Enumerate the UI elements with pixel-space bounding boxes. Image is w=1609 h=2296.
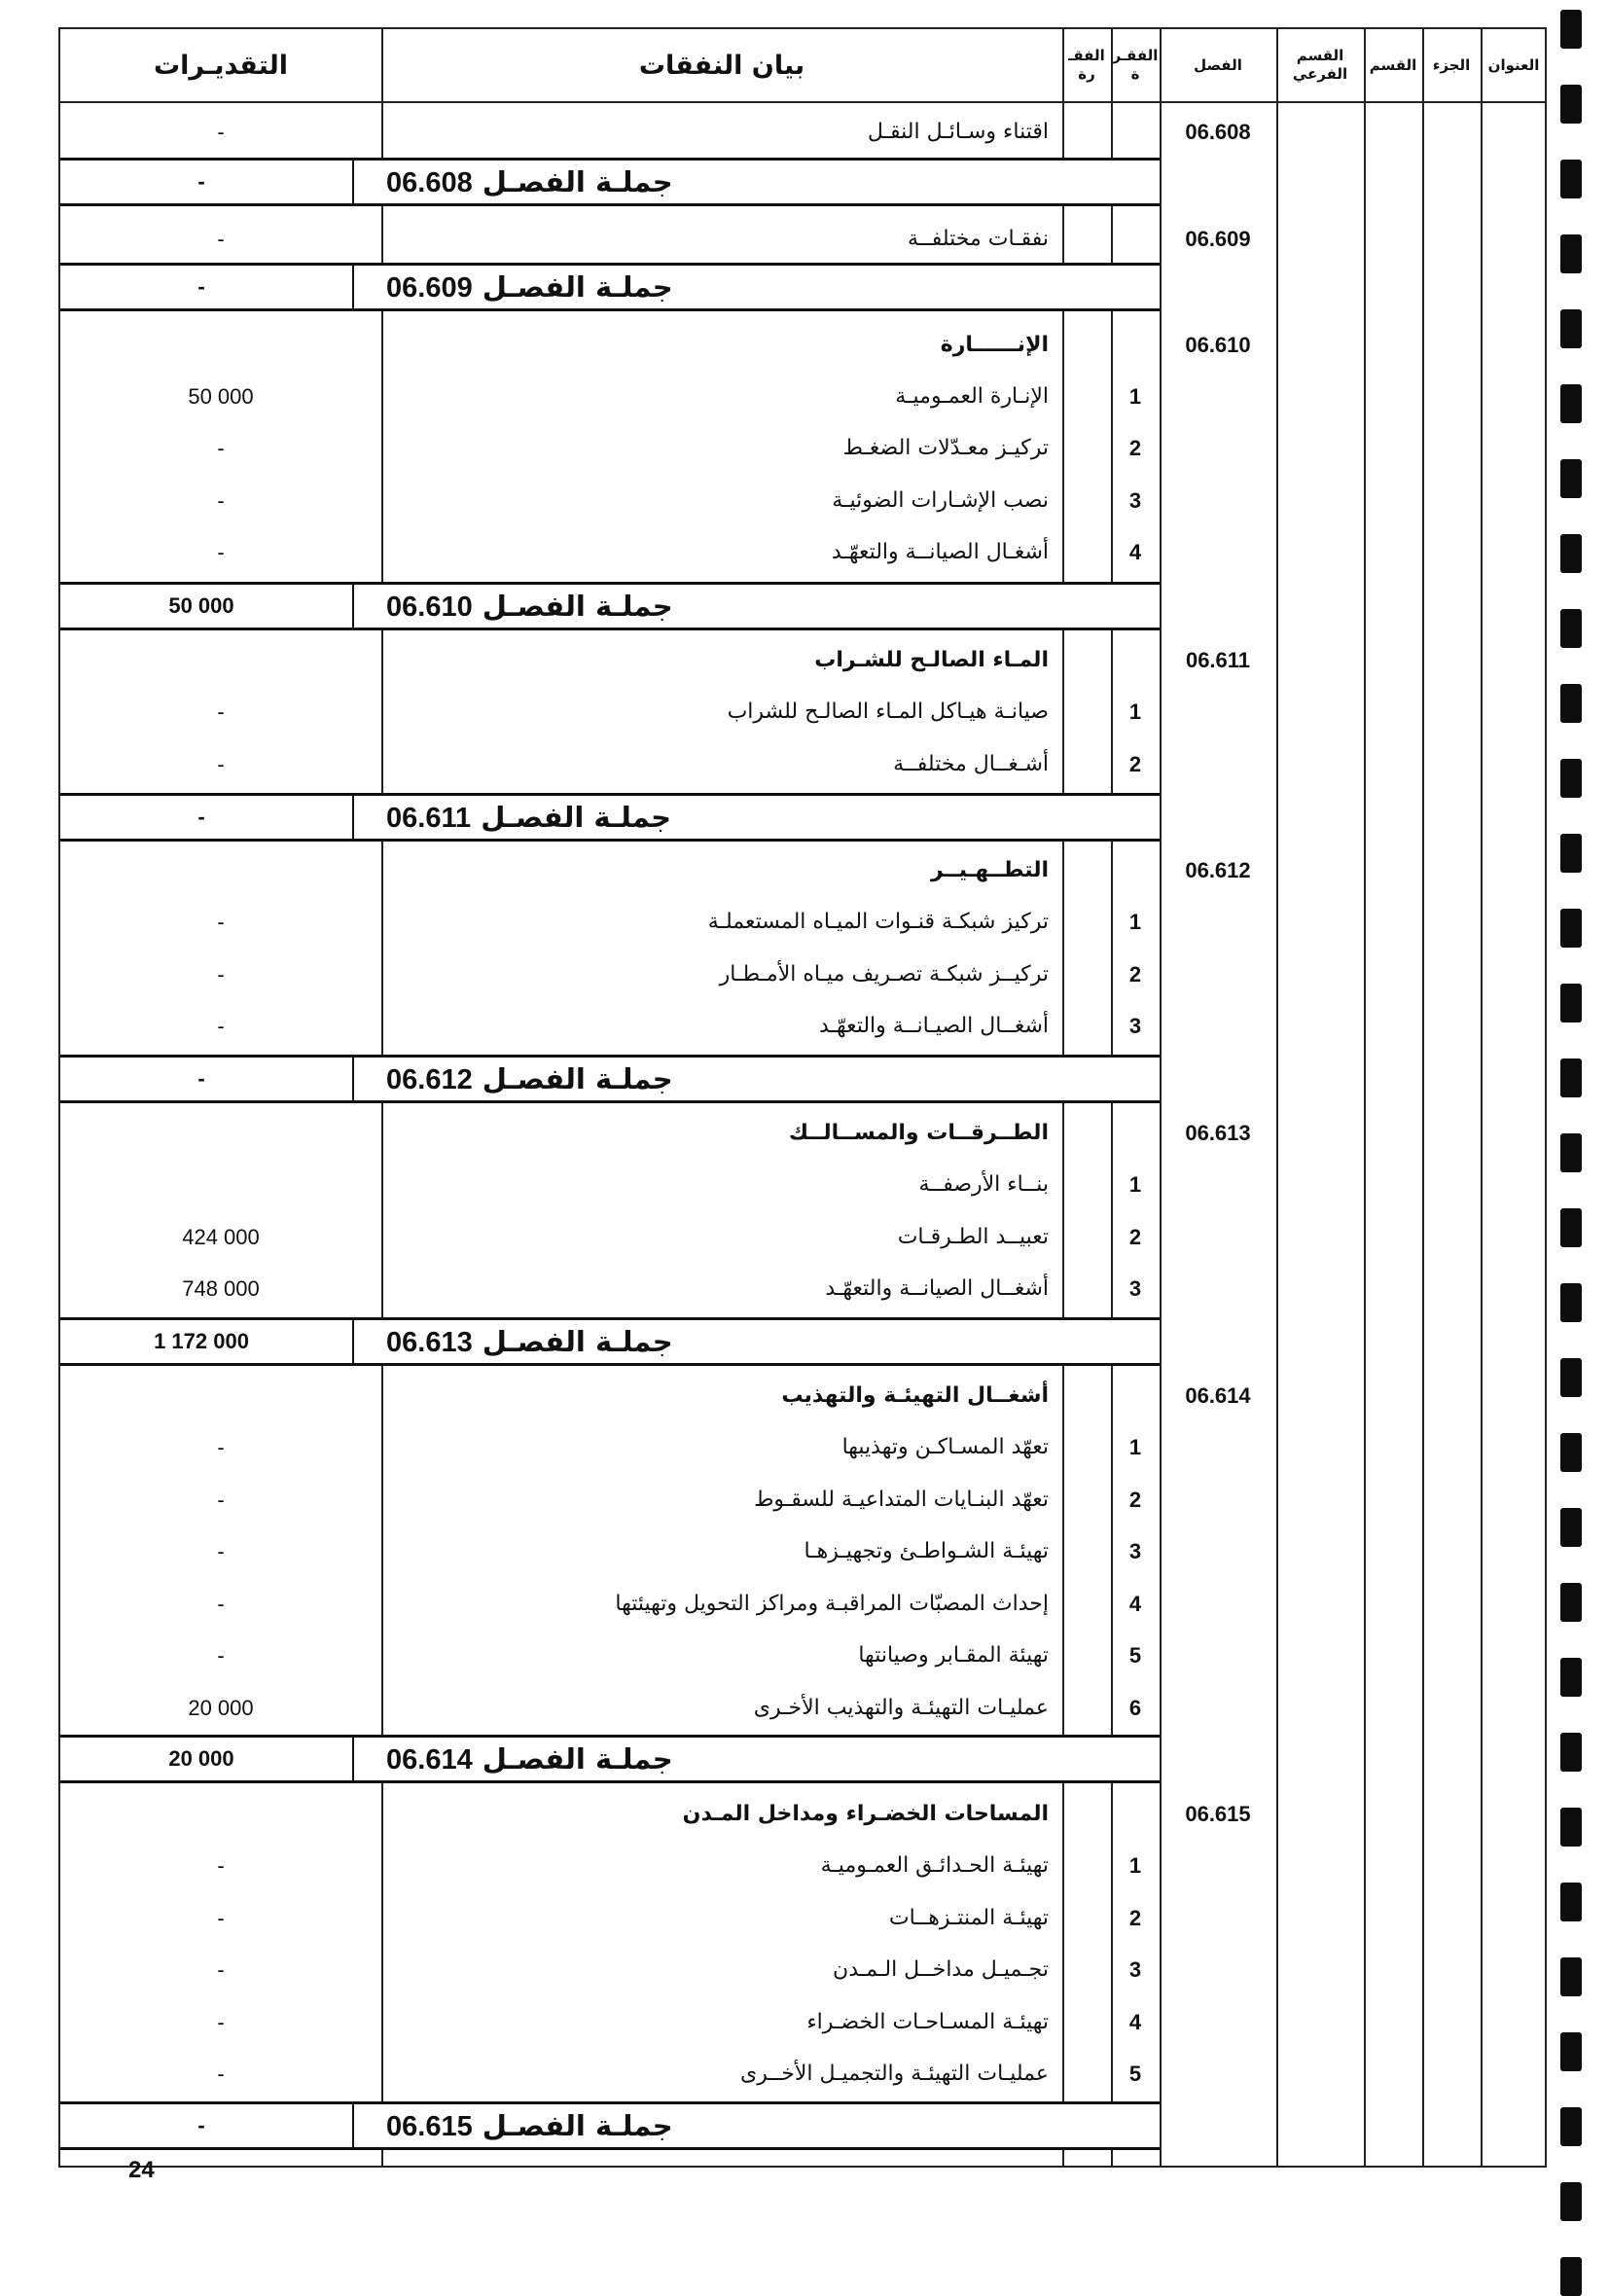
total-chapter-code: 06.609 bbox=[386, 272, 473, 304]
estimate-amount: - bbox=[217, 910, 225, 934]
paragraph-number: 4 bbox=[1128, 540, 1142, 564]
binding-hole bbox=[1560, 1508, 1582, 1547]
total-chapter-code: 06.608 bbox=[386, 167, 473, 198]
chapter-total-row bbox=[60, 158, 1160, 206]
total-chapter-code: 06.611 bbox=[386, 803, 472, 834]
page-number: 24 bbox=[128, 2157, 155, 2183]
expense-label: أشغــال الصيانــة والتعهّـد bbox=[825, 1276, 1049, 1301]
expense-label: الطــرقــات والمســالــك bbox=[788, 1121, 1049, 1145]
estimate-amount: - bbox=[217, 1014, 225, 1038]
total-amount: - bbox=[197, 274, 205, 299]
total-divider bbox=[352, 585, 354, 628]
binding-hole bbox=[1560, 1433, 1582, 1472]
header-expense-statement: بيان النفقات bbox=[638, 50, 805, 81]
paragraph-number: 5 bbox=[1128, 2062, 1142, 2086]
paragraph-number: 4 bbox=[1128, 2010, 1142, 2034]
total-divider bbox=[352, 2104, 354, 2147]
chapter-total-row bbox=[60, 263, 1160, 311]
chapter-code: 06.611 bbox=[1185, 648, 1251, 672]
col-divider bbox=[1160, 29, 1162, 2166]
binding-hole bbox=[1560, 1583, 1582, 1622]
total-divider bbox=[352, 161, 354, 203]
paragraph-number: 3 bbox=[1128, 1539, 1142, 1563]
estimate-amount: 20 000 bbox=[188, 1696, 254, 1720]
binding-hole bbox=[1560, 1358, 1582, 1397]
estimate-amount: - bbox=[217, 2010, 225, 2034]
expense-label: تهيئـة المنتـزهــات bbox=[888, 1906, 1049, 1930]
expense-label: تهيئـة الشـواطـئ وتجهيـزهـا bbox=[804, 1539, 1049, 1563]
expense-label: تهيئـة الحـدائـق العمـوميـة bbox=[820, 1853, 1049, 1878]
total-text: جملـة الفصـل bbox=[472, 1742, 673, 1776]
paragraph-number: 1 bbox=[1128, 1172, 1142, 1197]
total-amount: - bbox=[197, 169, 205, 194]
total-chapter-code: 06.615 bbox=[386, 2111, 473, 2142]
col-divider bbox=[1422, 29, 1424, 2166]
total-text: جملـة الفصـل bbox=[472, 1325, 673, 1358]
binding-hole bbox=[1560, 984, 1582, 1022]
paragraph-number: 2 bbox=[1128, 752, 1142, 776]
chapter-total-row bbox=[60, 1735, 1160, 1783]
paragraph-number: 6 bbox=[1128, 1696, 1142, 1720]
total-text: جملـة الفصـل bbox=[472, 1062, 673, 1095]
estimate-amount: 748 000 bbox=[182, 1276, 260, 1301]
total-text: جملـة الفصـل bbox=[472, 270, 673, 304]
binding-hole bbox=[1560, 2107, 1582, 2146]
expense-label: صيانـة هيـاكل المـاء الصالـح للشراب bbox=[727, 700, 1049, 724]
total-amount: 1 172 000 bbox=[154, 1329, 249, 1353]
total-chapter-code: 06.610 bbox=[386, 592, 473, 623]
paragraph-number: 2 bbox=[1128, 1225, 1142, 1249]
estimate-amount: 50 000 bbox=[188, 384, 254, 409]
total-text: جملـة الفصـل bbox=[472, 165, 673, 198]
expense-label: تركيــز شبكـة تصـريف ميـاه الأمـطـار bbox=[719, 962, 1049, 987]
header-chapter: الفصل bbox=[1194, 55, 1242, 74]
binding-hole bbox=[1560, 160, 1582, 198]
header-part: الجزء bbox=[1432, 55, 1471, 74]
paragraph-number: 2 bbox=[1128, 1488, 1142, 1512]
total-divider bbox=[352, 1738, 354, 1780]
binding-hole bbox=[1560, 1808, 1582, 1847]
total-chapter-code: 06.613 bbox=[386, 1327, 473, 1358]
expense-label: عمليـات التهيئـة والتجميـل الأخــرى bbox=[740, 2062, 1049, 2086]
paragraph-number: 3 bbox=[1128, 1276, 1142, 1301]
chapter-total-row bbox=[60, 582, 1160, 630]
binding-hole bbox=[1560, 2182, 1582, 2221]
chapter-code: 06.610 bbox=[1185, 333, 1251, 357]
header-estimates: التقديـرات bbox=[154, 50, 288, 81]
expense-label: التطــهـيــر bbox=[931, 858, 1049, 882]
paragraph-number: 2 bbox=[1128, 1906, 1142, 1930]
paragraph-number: 1 bbox=[1128, 1435, 1142, 1459]
expense-label: نفقـات مختلفــة bbox=[908, 227, 1049, 251]
binding-hole bbox=[1560, 2257, 1582, 2296]
chapter-code: 06.615 bbox=[1185, 1802, 1251, 1826]
header-divider bbox=[60, 101, 1545, 103]
binding-hole bbox=[1560, 384, 1582, 423]
expense-label: نصب الإشـارات الضوئيـة bbox=[832, 488, 1049, 513]
estimate-amount: - bbox=[217, 1853, 225, 1878]
estimate-amount: 424 000 bbox=[182, 1225, 260, 1249]
expense-label: أشـغــال مختلفــة bbox=[893, 752, 1049, 776]
total-amount: - bbox=[197, 1066, 205, 1091]
expense-label: اقتناء وسـائـل النقـل bbox=[867, 120, 1049, 144]
estimate-amount: - bbox=[217, 1488, 225, 1512]
header-section: القسم bbox=[1369, 55, 1417, 74]
total-chapter-code: 06.614 bbox=[386, 1744, 473, 1776]
total-divider bbox=[352, 266, 354, 308]
total-divider bbox=[352, 1058, 354, 1100]
binding-hole bbox=[1560, 1283, 1582, 1322]
total-amount: 50 000 bbox=[168, 593, 234, 618]
total-label bbox=[386, 796, 671, 839]
total-label bbox=[386, 1738, 673, 1780]
total-label bbox=[386, 585, 673, 628]
estimate-amount: - bbox=[217, 1435, 225, 1459]
estimate-amount: - bbox=[217, 962, 225, 987]
total-text: جملـة الفصـل bbox=[472, 590, 673, 623]
total-label bbox=[386, 2104, 673, 2147]
expense-label: أشغــال التهيئـة والتهذيب bbox=[781, 1383, 1049, 1408]
expense-label: المـاء الصالـح للشـراب bbox=[814, 648, 1049, 672]
estimate-amount: - bbox=[217, 436, 225, 460]
total-label bbox=[386, 266, 673, 308]
chapter-code: 06.609 bbox=[1185, 227, 1251, 251]
expense-label: تعبيــد الطـرقـات bbox=[897, 1225, 1049, 1249]
binding-hole bbox=[1560, 909, 1582, 948]
col-divider bbox=[1276, 29, 1278, 2166]
paragraph-number: 1 bbox=[1128, 700, 1142, 724]
expense-label: الإنـارة العمـوميـة bbox=[895, 384, 1049, 409]
binding-hole bbox=[1560, 1658, 1582, 1697]
binding-hole bbox=[1560, 2032, 1582, 2071]
expense-label: المساحات الخضـراء ومداخل المـدن bbox=[682, 1802, 1049, 1826]
total-text: جملـة الفصـل bbox=[472, 2109, 673, 2142]
binding-hole bbox=[1560, 1957, 1582, 1996]
estimate-amount: - bbox=[217, 1643, 225, 1668]
estimate-amount: - bbox=[217, 1906, 225, 1930]
binding-hole bbox=[1560, 1208, 1582, 1247]
estimate-amount: - bbox=[217, 227, 225, 251]
paragraph-number: 3 bbox=[1128, 488, 1142, 513]
binding-hole bbox=[1560, 1883, 1582, 1921]
chapter-total-row bbox=[60, 2101, 1160, 2150]
expense-label: تركيـز معـدّلات الضغـط bbox=[842, 436, 1049, 460]
paragraph-number: 5 bbox=[1128, 1643, 1142, 1668]
binding-hole bbox=[1560, 759, 1582, 798]
paragraph-number: 1 bbox=[1128, 384, 1142, 409]
chapter-code: 06.614 bbox=[1185, 1383, 1251, 1408]
paragraph-number: 3 bbox=[1128, 1014, 1142, 1038]
total-divider bbox=[352, 796, 354, 839]
expense-label: تهيئـة المسـاحـات الخضـراء bbox=[806, 2010, 1049, 2034]
chapter-code: 06.613 bbox=[1185, 1121, 1251, 1145]
header-title: العنوان bbox=[1487, 55, 1540, 74]
expense-label: تهيئة المقـابر وصيانتها bbox=[858, 1643, 1049, 1668]
total-amount: 20 000 bbox=[168, 1746, 234, 1771]
chapter-code: 06.612 bbox=[1185, 858, 1251, 882]
binding-hole bbox=[1560, 1733, 1582, 1772]
binding-hole bbox=[1560, 1058, 1582, 1097]
col-divider bbox=[1481, 29, 1483, 2166]
expense-label: بنــاء الأرصفــة bbox=[918, 1172, 1049, 1197]
binding-hole bbox=[1560, 534, 1582, 573]
expense-label: أشغــال الصيـانــة والتعهّـد bbox=[818, 1014, 1049, 1038]
binding-hole bbox=[1560, 1133, 1582, 1172]
expense-label: تجـميـل مداخــل الـمـدن bbox=[833, 1957, 1049, 1982]
estimate-amount: - bbox=[217, 488, 225, 513]
total-label bbox=[386, 1058, 673, 1100]
header-subsection: القسم الفرعي bbox=[1292, 47, 1348, 83]
total-label bbox=[386, 161, 673, 203]
binding-hole bbox=[1560, 834, 1582, 873]
binding-hole bbox=[1560, 10, 1582, 49]
expense-label: إحداث المصبّات المراقبـة ومراكز التحويل وتهيئتها bbox=[615, 1592, 1049, 1616]
total-chapter-code: 06.612 bbox=[386, 1064, 473, 1095]
total-amount: - bbox=[197, 805, 205, 829]
expense-label: تعهّد المسـاكـن وتهذيبها bbox=[841, 1435, 1049, 1459]
estimate-amount: - bbox=[217, 1957, 225, 1982]
header-paragraph: الفقـر ة bbox=[1112, 47, 1159, 83]
total-text: جملـة الفصـل bbox=[471, 801, 672, 834]
budget-table bbox=[58, 27, 1547, 2168]
estimate-amount: - bbox=[217, 1539, 225, 1563]
binding-hole bbox=[1560, 85, 1582, 124]
paragraph-number: 1 bbox=[1128, 910, 1142, 934]
expense-label: عمليـات التهيئـة والتهذيب الأخـرى bbox=[753, 1696, 1049, 1720]
paragraph-number: 2 bbox=[1128, 962, 1142, 987]
paragraph-number: 1 bbox=[1128, 1853, 1142, 1878]
estimate-amount: - bbox=[217, 540, 225, 564]
paragraph-number: 4 bbox=[1128, 1592, 1142, 1616]
binding-hole bbox=[1560, 609, 1582, 648]
total-divider bbox=[352, 1320, 354, 1363]
expense-label: تعهّد البنـايات المتداعيـة للسقـوط bbox=[754, 1488, 1049, 1512]
binding-hole bbox=[1560, 309, 1582, 348]
chapter-total-row bbox=[60, 1317, 1160, 1366]
header-sub-paragraph: الفقـ رة bbox=[1068, 47, 1105, 83]
estimate-amount: - bbox=[217, 1592, 225, 1616]
binding-hole bbox=[1560, 459, 1582, 498]
col-divider bbox=[1364, 29, 1366, 2166]
estimate-amount: - bbox=[217, 700, 225, 724]
chapter-total-row bbox=[60, 793, 1160, 842]
estimate-amount: - bbox=[217, 2062, 225, 2086]
expense-label: أشغـال الصيانــة والتعهّـد bbox=[831, 540, 1049, 564]
binding-hole bbox=[1560, 684, 1582, 723]
paragraph-number: 2 bbox=[1128, 436, 1142, 460]
expense-label: الإنــــــارة bbox=[940, 333, 1049, 357]
total-amount: - bbox=[197, 2113, 205, 2137]
paragraph-number: 3 bbox=[1128, 1957, 1142, 1982]
total-label bbox=[386, 1320, 673, 1363]
chapter-code: 06.608 bbox=[1185, 120, 1251, 144]
estimate-amount: - bbox=[217, 752, 225, 776]
estimate-amount: - bbox=[217, 120, 225, 144]
expense-label: تركيز شبكـة قنـوات الميـاه المستعملـة bbox=[707, 910, 1049, 934]
chapter-total-row bbox=[60, 1055, 1160, 1103]
binding-hole bbox=[1560, 234, 1582, 273]
